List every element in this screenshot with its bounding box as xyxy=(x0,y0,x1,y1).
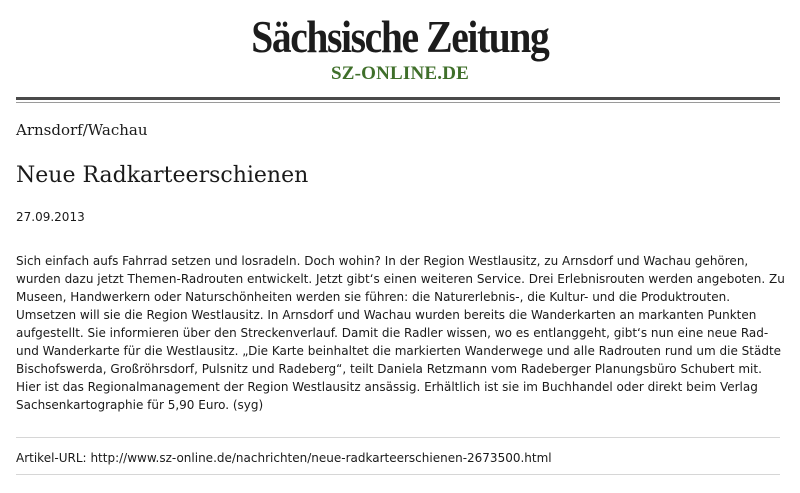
url-divider-top xyxy=(16,437,780,438)
article-place: Arnsdorf/Wachau xyxy=(16,121,148,139)
article-url-line xyxy=(16,450,552,466)
header-divider-thick xyxy=(16,97,780,100)
article-body: Sich einfach aufs Fahrrad setzen und losradeln. Doch wohin? In der Region Westlausitz, zu Arnsdorf und Wachau gehören, wurden dazu jetzt Themen-Radrouten entwickelt. Jetzt gibt‘s einen weiteren Service. Drei Erlebnisrouten werden angeboten. Zu Museen, Handwerkern oder Naturschönheiten werden sie führen: die Naturerlebnis-, die Kultur- und die Produktrouten. Umsetzen will sie die Region Westlausitz. In Arnsdorf und Wachau wurden bereits die Wanderkarten an markanten Punkten aufgestellt. Sie informieren über den Streckenverlauf. Damit die Radler wissen, wo es entlanggeht, gibt‘s nun eine neue Rad- und Wanderkarte für die Westlausitz. „Die Karte beinhaltet die markierten Wanderwege und alle Radrouten rund um die Städte Bischofswerda, Großröhrsdorf, Pulsnitz und Radeberg“, teilt Daniela Retzmann vom Radeberger Planungsbüro Schubert mit. Hier ist das Regionalmanagement der Region Westlausitz ansässig. Erhältlich ist sie im Buchhandel oder direkt beim Verlag Sachsenkartographie für 5,90 Euro. (syg) xyxy=(16,254,785,412)
url-divider-bottom xyxy=(16,474,780,475)
newspaper-logo[interactable]: Sächsische Zeitung xyxy=(251,11,549,62)
article-url-link[interactable]: http://www.sz-online.de/nachrichten/neue-radkarteerschienen-2673500.html xyxy=(90,451,552,465)
article-date: 27.09.2013 xyxy=(16,210,85,224)
article-headline: Neue Radkarteerschienen xyxy=(16,163,309,188)
site-url-logo[interactable]: SZ-ONLINE.DE xyxy=(330,63,470,84)
header-divider-thin xyxy=(16,102,780,103)
article-url-label: Artikel-URL: xyxy=(16,451,87,465)
masthead xyxy=(0,11,800,84)
